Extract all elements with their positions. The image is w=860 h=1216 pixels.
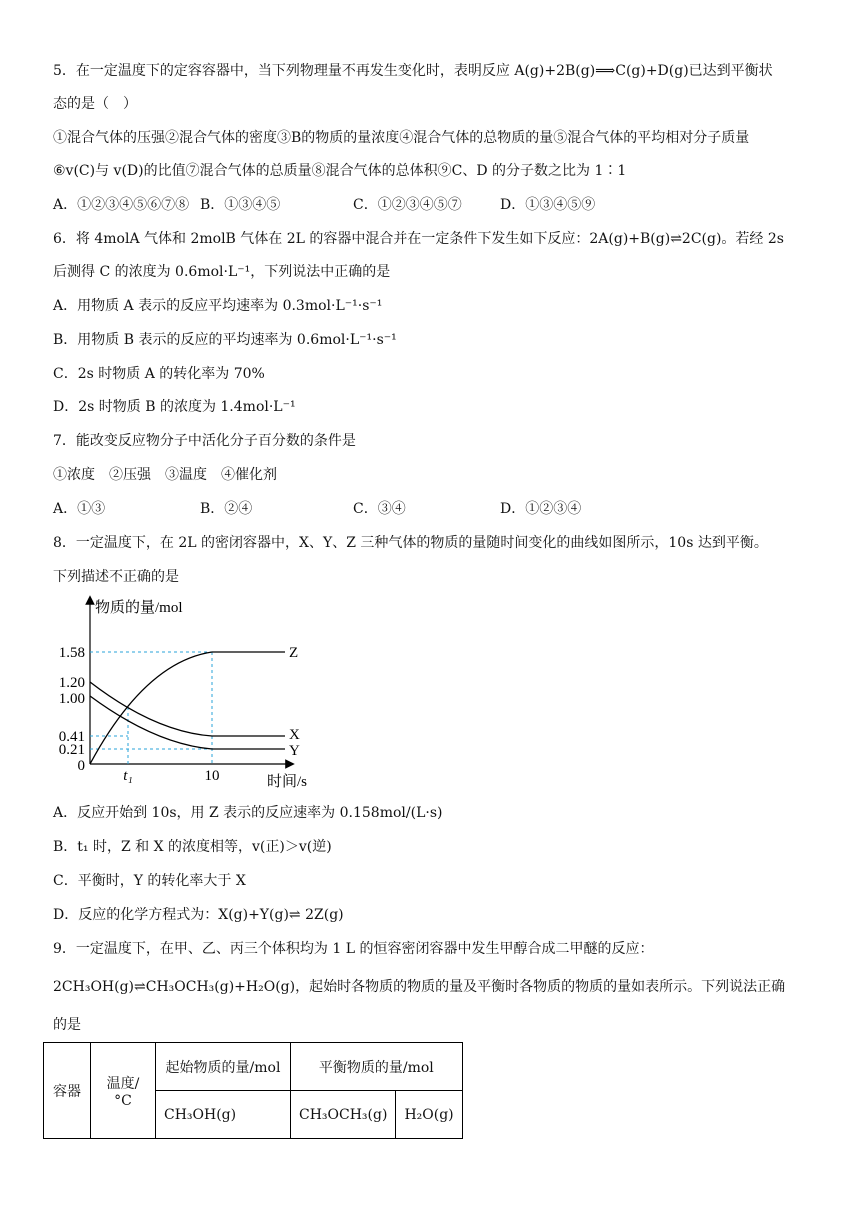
q9-line2: 2CH₃OH(g)⇌CH₃OCH₃(g)+H₂O(g)，起始时各物质的物质的量及平衡时各物质的物质的量如表所示。下列说法正确 xyxy=(53,979,786,995)
y-tick-label: 0.41 xyxy=(58,729,85,745)
series-z-label: Z xyxy=(289,645,299,661)
header-container: 容器 xyxy=(44,1043,91,1139)
q5-line3: ①混合气体的压强②混合气体的密度③B的物质的量浓度④混合气体的总物质的量⑤混合气体的平均相对分子质量 xyxy=(53,130,750,146)
q5-option-a: A．①②③④⑤⑥⑦⑧ xyxy=(53,197,190,213)
q5-option-d: D．①③④⑤⑨ xyxy=(500,197,596,213)
header-temperature: 温度/°C xyxy=(91,1043,156,1139)
q9-table xyxy=(43,1042,463,1139)
q8-option-a: A．反应开始到 10s，用 Z 表示的反应速率为 0.158mol/(L·s) xyxy=(53,805,443,821)
y-axis-label: 物质的量/mol xyxy=(95,600,183,616)
q9-line3: 的是 xyxy=(53,1017,81,1033)
series-y-label: Y xyxy=(289,743,300,759)
q8-option-d: D．反应的化学方程式为：X(g)+Y(g)⇌ 2Z(g) xyxy=(53,907,344,923)
q7-line1: 7．能改变反应物分子中活化分子百分数的条件是 xyxy=(53,433,356,449)
q8-option-c: C．平衡时，Y 的转化率大于 X xyxy=(53,873,246,889)
q5-line2: 态的是（ ） xyxy=(53,96,137,112)
q8-chart xyxy=(35,592,325,792)
q8-line1: 8．一定温度下，在 2L 的密闭容器中，X、Y、Z 三种气体的物质的量随时间变化的曲线如图所示，10s 达到平衡。 xyxy=(53,535,768,551)
q7-option-c: C．③④ xyxy=(353,501,406,517)
cell-ch3oh: CH₃OH(g) xyxy=(156,1091,291,1139)
y-tick-label: 0.21 xyxy=(58,742,85,758)
y-tick-label: 0 xyxy=(77,758,85,774)
q7-option-a: A．①③ xyxy=(53,501,106,517)
cell-ch3och3: CH₃OCH₃(g) xyxy=(291,1091,396,1139)
x-tick-label: t₁ xyxy=(123,768,133,784)
cell-h2o: H₂O(g) xyxy=(396,1091,462,1139)
series-x-label: X xyxy=(289,727,300,743)
q6-option-d: D．2s 时物质 B 的浓度为 1.4mol·L⁻¹ xyxy=(53,399,296,415)
q6-option-a: A．用物质 A 表示的反应平均速率为 0.3mol·L⁻¹·s⁻¹ xyxy=(53,298,383,314)
q6-option-b: B．用物质 B 表示的反应的平均速率为 0.6mol·L⁻¹·s⁻¹ xyxy=(53,332,397,348)
q5-line1: 5．在一定温度下的定容容器中，当下列物理量不再发生变化时，表明反应 A(g)+2B(g)⟹C(g)+D(g)已达到平衡状 xyxy=(53,63,773,79)
x-tick-label: 10 xyxy=(204,768,220,784)
q6-line2: 后测得 C 的浓度为 0.6mol·L⁻¹，下列说法中正确的是 xyxy=(53,264,391,280)
x-axis-label: 时间/s xyxy=(267,774,308,790)
q7-option-b: B．②④ xyxy=(200,501,253,517)
q7-option-d: D．①②③④ xyxy=(500,501,582,517)
q5-option-b: B．①③④⑤ xyxy=(200,197,281,213)
q8-line2: 下列描述不正确的是 xyxy=(53,569,179,585)
header-start-amount: 起始物质的量/mol xyxy=(156,1043,291,1091)
y-tick-label: 1.58 xyxy=(58,645,85,661)
header-equilibrium-amount: 平衡物质的量/mol xyxy=(291,1043,463,1091)
q9-line1: 9．一定温度下，在甲、乙、丙三个体积均为 1 L 的恒容密闭容器中发生甲醇合成二甲醚的反应： xyxy=(53,941,654,957)
q6-line1: 6．将 4molA 气体和 2molB 气体在 2L 的容器中混合并在一定条件下发生如下反应：2A(g)+B(g)⇌2C(g)。若经 2s xyxy=(53,231,784,247)
q6-option-c: C．2s 时物质 A 的转化率为 70% xyxy=(53,366,265,382)
series-y-curve xyxy=(90,696,285,749)
series-x-curve xyxy=(90,682,285,736)
y-tick-label: 1.00 xyxy=(58,691,85,707)
q7-line2: ①浓度 ②压强 ③温度 ④催化剂 xyxy=(53,467,277,483)
q5-option-c: C．①②③④⑤⑦ xyxy=(353,197,462,213)
q5-line4: ⑥v(C)与 v(D)的比值⑦混合气体的总质量⑧混合气体的总体积⑨C、D 的分子数之比为 1∶1 xyxy=(53,163,627,179)
series-z-curve xyxy=(90,652,285,764)
q8-option-b: B．t₁ 时，Z 和 X 的浓度相等，v(正)＞v(逆) xyxy=(53,839,332,855)
y-tick-label: 1.20 xyxy=(58,675,85,691)
